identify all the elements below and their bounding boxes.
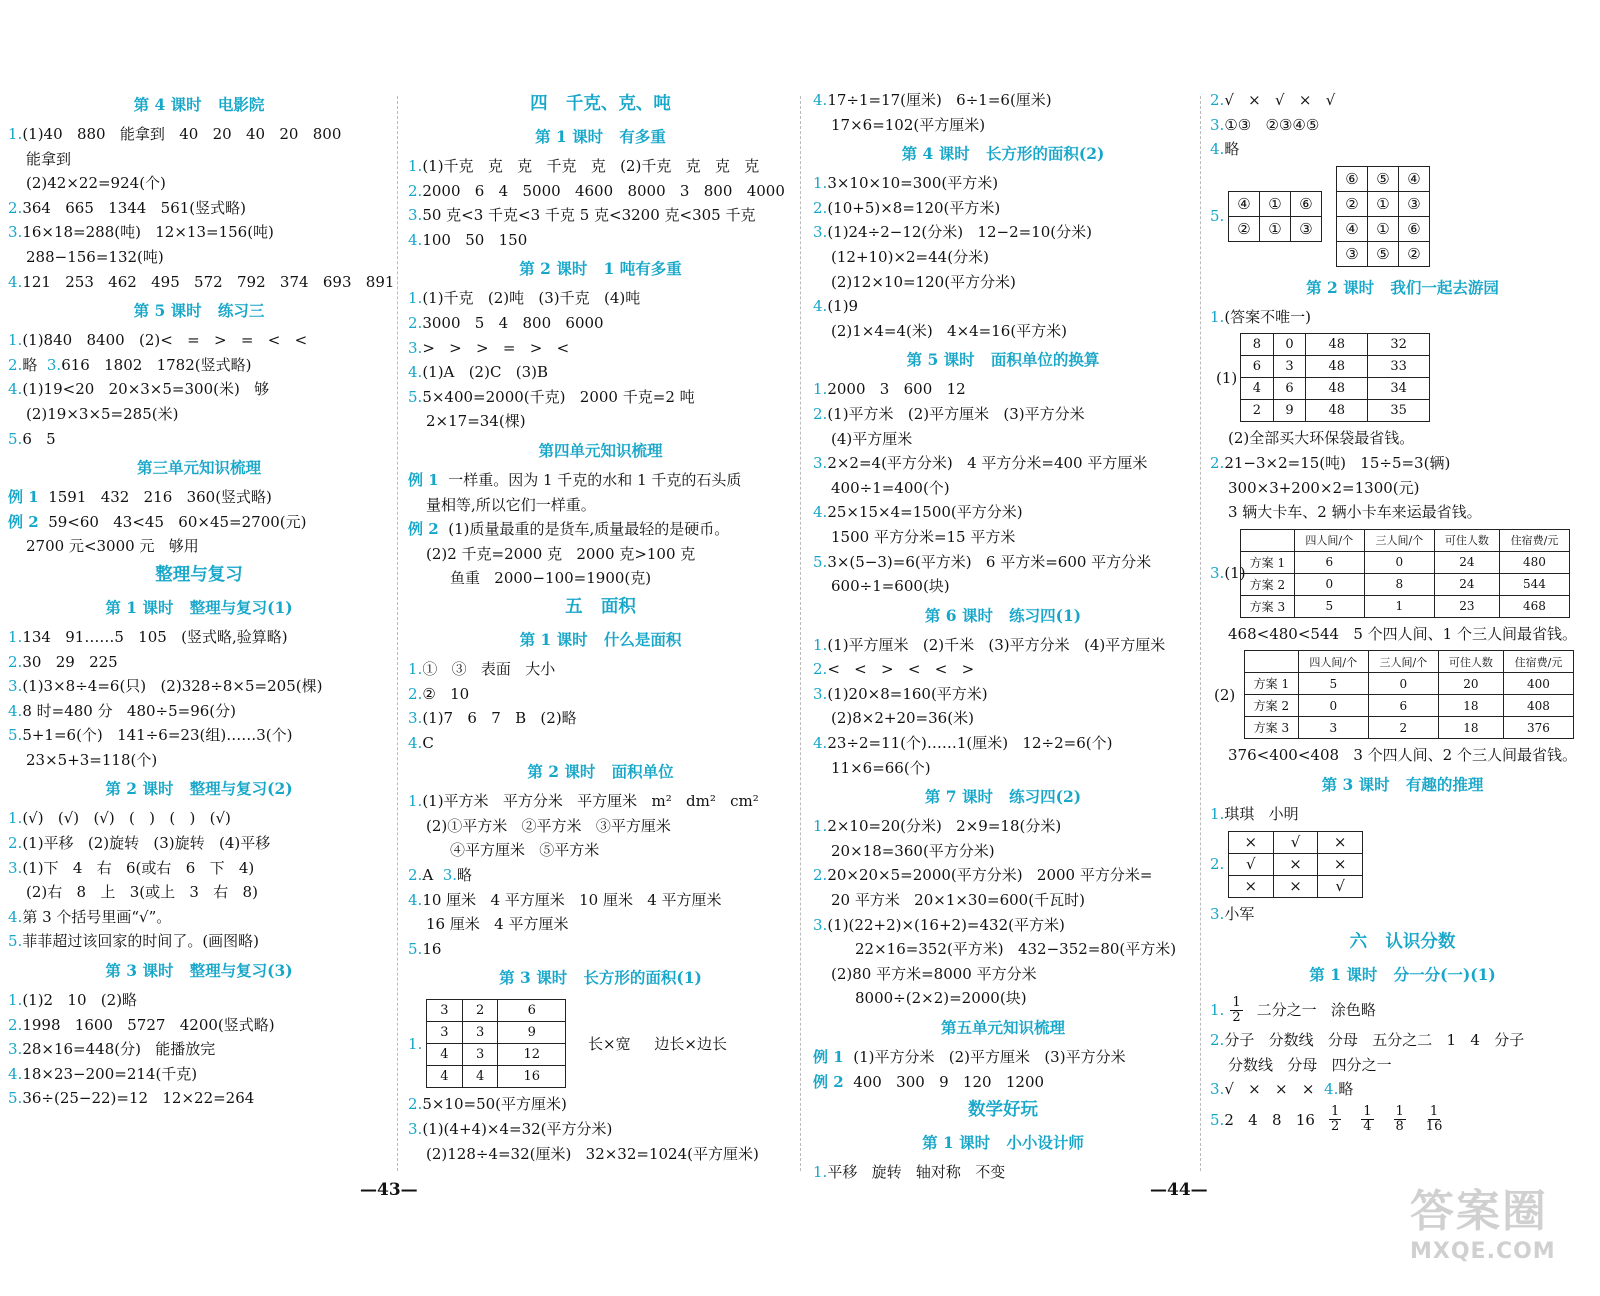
puzzle-cell: ①: [1260, 191, 1291, 216]
puzzle-cell: ⑤: [1368, 166, 1399, 191]
answer-line: 例 1 (1)平方分米 (2)平方厘米 (3)平方分米: [813, 1048, 1126, 1066]
answer-line: 22×16=352(平方米) 432−352=80(平方米): [855, 940, 1177, 959]
puzzle-cell: ④: [1337, 216, 1368, 241]
table-cell: 400: [1503, 673, 1573, 695]
lesson-heading: 第 1 课时 小小设计师: [922, 1133, 1084, 1153]
answer-line: 3.√ × × × 4.略: [1210, 1080, 1354, 1099]
table-cell: 住宿费/元: [1499, 529, 1569, 551]
table-cell: ×: [1318, 853, 1363, 875]
table-row: [1229, 191, 1322, 216]
lesson-heading: 第 5 课时 面积单位的换算: [906, 350, 1100, 370]
table-cell: 544: [1499, 573, 1569, 595]
answer-line: 1.2×10=20(分米) 2×9=18(分米): [813, 817, 1062, 836]
table-cell: 可住人数: [1438, 651, 1503, 673]
table-cell: 20: [1438, 673, 1503, 695]
table-row: [1245, 673, 1574, 695]
table-cell: √: [1273, 831, 1318, 853]
answer-line: 2.√ × √ × √: [1210, 91, 1336, 109]
answer-line: 1.(1)840 8400 (2)< = > = < <: [8, 331, 308, 350]
table-row: [427, 1066, 566, 1088]
table-cell: 2: [1241, 400, 1274, 422]
answer-line: 2.分子 分数线 分母 五分之二 1 4 分子: [1210, 1031, 1525, 1050]
puzzle-cell: ⑥: [1399, 216, 1430, 241]
table-row: [1245, 695, 1574, 717]
answer-grid-row: 2. × √ × √ × × × × √: [1210, 831, 1595, 898]
answer-line: 2.3000 5 4 800 6000: [408, 313, 604, 332]
answer-line: ④平方厘米 ⑤平方米: [450, 841, 600, 860]
lesson-heading: 第 2 课时 整理与复习(2): [105, 779, 293, 799]
lesson-heading: 第 6 课时 练习四(1): [924, 605, 1082, 625]
answer-grid-row: 3.(1) 四人间/个 三人间/个 可住人数 住宿费/元 方案 1 6 0 24 480 方案 2 0 8 24 544 方案 3 5 1 23 468: [1210, 529, 1595, 618]
answer-line: 600÷1=600(块): [831, 577, 950, 596]
answer-line: 1.(1)2 10 (2)略: [8, 991, 138, 1010]
watermark-logo: 答案圈 MXQE.COM: [1410, 1186, 1556, 1264]
answer-line: 4.(1)9: [813, 297, 859, 316]
answer-line: (2)42×22=924(个): [26, 174, 166, 193]
fraction: $\frac{1}{8}$: [1395, 1104, 1404, 1135]
answer-line: 4.(1)A (2)C (3)B: [408, 363, 548, 382]
puzzle-cell: ④: [1229, 191, 1260, 216]
answer-line: (4)平方厘米: [831, 429, 913, 448]
answer-line: 4.121 253 462 495 572 792 374 693 891: [8, 272, 395, 291]
table-cell: 18: [1438, 717, 1503, 739]
answer-line: 2.(1)平移 (2)旋转 (3)旋转 (4)平移: [8, 834, 271, 853]
puzzle-cell: ④: [1399, 166, 1430, 191]
answer-line: 分数线 分母 四分之一: [1228, 1055, 1392, 1074]
table-cell: 方案 1: [1245, 673, 1299, 695]
table-row: [1241, 378, 1430, 400]
table-cell: 48: [1306, 334, 1368, 356]
answer-line: 17×6=102(平方厘米): [831, 115, 986, 134]
answer-line: 3.16×18=288(吨) 12×13=156(吨): [8, 223, 274, 242]
puzzle-cell: ②: [1337, 191, 1368, 216]
lesson-heading: 第 1 课时 分一分(一)(1): [1309, 965, 1496, 985]
lesson-heading: 第 5 课时 练习三: [133, 301, 265, 321]
table-cell: 376: [1503, 717, 1573, 739]
answer-line: 例 2 59<60 43<45 60×45=2700(元): [8, 512, 307, 531]
table-cell: 0: [1273, 334, 1306, 356]
table-row: [1241, 529, 1570, 551]
table-cell: 6: [1273, 378, 1306, 400]
table-row: [1229, 853, 1363, 875]
table-cell: 3: [462, 1044, 498, 1066]
table-cell: 0: [1294, 573, 1364, 595]
answer-line: 1. $\frac{1}{2}$ 二分之一 涂色略: [1210, 994, 1376, 1025]
table-row: [1241, 334, 1430, 356]
table-cell: 0: [1368, 673, 1438, 695]
answer-line: 3 辆大卡车、2 辆小卡车来运最省钱。: [1228, 503, 1482, 522]
table-cell: 33: [1368, 356, 1430, 378]
table-cell: 2: [1368, 717, 1438, 739]
answer-line: 2.1998 1600 5727 4200(竖式略): [8, 1015, 275, 1034]
answer-line: 468<480<544 5 个四人间、1 个三人间最省钱。: [1228, 624, 1577, 643]
table-cell: 住宿费/元: [1503, 651, 1573, 673]
table-cell: 可住人数: [1434, 529, 1499, 551]
answer-line: 2.略 3.616 1802 1782(竖式略): [8, 355, 252, 374]
puzzle-cell: ③: [1291, 216, 1322, 241]
lesson-heading: 第 3 课时 长方形的面积(1): [499, 968, 702, 988]
answer-line: 5.3×(5−3)=6(平方米) 6 平方米=600 平方分米: [813, 552, 1152, 571]
puzzle-cell: ⑥: [1337, 166, 1368, 191]
answer-line: 2.(1)平方米 (2)平方厘米 (3)平方分米: [813, 404, 1085, 423]
table-cell: 9: [498, 1022, 566, 1044]
lesson-heading: 第 4 课时 长方形的面积(2): [901, 144, 1105, 164]
answer-line: 2.20×20×5=2000(平方分米) 2000 平方分米=: [813, 866, 1153, 885]
answer-line: 23×5+3=118(个): [26, 750, 158, 769]
table-cell: √: [1318, 875, 1363, 897]
answer-line: 8000÷(2×2)=2000(块): [855, 989, 1027, 1008]
lesson-heading: 第 2 课时 面积单位: [527, 762, 674, 782]
answer-line: 4.25×15×4=1500(平方分米): [813, 503, 1023, 522]
table-cell: 方案 1: [1241, 551, 1295, 573]
table-row: [427, 1044, 566, 1066]
answer-line: 1.(1)千克 克 克 千克 克 (2)千克 克 克 克: [408, 157, 760, 175]
table-cell: 23: [1434, 595, 1499, 617]
puzzle-cell: ①: [1368, 216, 1399, 241]
puzzle-grid-a: [1228, 191, 1322, 242]
table-cell: ×: [1273, 853, 1318, 875]
answer-line: 1.(1)平方厘米 (2)千米 (3)平方分米 (4)平方厘米: [813, 635, 1166, 654]
table-cell: 5: [1294, 595, 1364, 617]
table-row: [1241, 551, 1570, 573]
answer-line: 量相等,所以它们一样重。: [426, 495, 596, 514]
table-row: [1241, 573, 1570, 595]
answer-line: 5.菲菲超过该回家的时间了。(画图略): [8, 932, 260, 951]
answer-line: 2.364 665 1344 561(竖式略): [8, 198, 246, 217]
answer-line: 16 厘米 4 平方厘米: [426, 915, 569, 934]
column-divider: [800, 96, 801, 1171]
lesson-heading: 第 3 课时 有趣的推理: [1321, 774, 1484, 794]
answer-line: 2.5×10=50(平方厘米): [408, 1095, 567, 1114]
answer-line: 2.(10+5)×8=120(平方米): [813, 198, 1001, 217]
table-cell: 408: [1503, 695, 1573, 717]
table-cell: 4: [462, 1066, 498, 1088]
table-cell: 16: [498, 1066, 566, 1088]
section-heading: 第三单元知识梳理: [136, 458, 261, 478]
table-cell: 468: [1499, 595, 1569, 617]
table-cell: 35: [1368, 400, 1430, 422]
lodging-cost-table-1: [1240, 529, 1570, 618]
answer-line: 3.(1)24÷2−12(分米) 12−2=10(分米): [813, 223, 1092, 242]
puzzle-cell: ①: [1368, 191, 1399, 216]
table-row: [1229, 875, 1363, 897]
fraction: $\frac{1}{2}$: [1330, 1104, 1340, 1135]
table-cell: 32: [1368, 334, 1430, 356]
answer-line: (2)12×10=120(平方分米): [831, 272, 1016, 291]
lesson-heading: 第 4 课时 电影院: [133, 95, 265, 114]
table-cell: 6: [1368, 695, 1438, 717]
answer-line: 400÷1=400(个): [831, 478, 950, 497]
answer-line: 1.(1)平方米 平方分米 平方厘米 m² dm² cm²: [408, 792, 759, 811]
section-heading: 第五单元知识梳理: [940, 1018, 1065, 1037]
unit-heading: 六 认识分数: [1349, 932, 1456, 953]
answer-line: 3.> > > = > <: [408, 338, 570, 357]
table-row: [1337, 166, 1430, 191]
answer-line: 1.(√) (√) (√) ( ) ( ) (√): [8, 809, 231, 828]
table-row: [1241, 400, 1430, 422]
table-cell: 4: [427, 1044, 463, 1066]
answer-line: 1.① ③ 表面 大小: [408, 659, 556, 678]
page-number-left: —43—: [360, 1180, 418, 1200]
answer-line: 例 1 1591 432 216 360(竖式略): [8, 488, 272, 507]
table-cell: 24: [1434, 573, 1499, 595]
answer-line: 2.21−3×2=15(吨) 15÷5=3(辆): [1210, 453, 1451, 472]
answer-line: 4.17÷1=17(厘米) 6÷1=6(厘米): [813, 91, 1052, 109]
column-4: [1210, 88, 1595, 1138]
unit-heading: 数学好玩: [968, 1100, 1038, 1121]
table-cell: ×: [1229, 831, 1274, 853]
column-1: [8, 88, 395, 1111]
table-cell: 4: [427, 1066, 463, 1088]
table-cell: 方案 3: [1241, 595, 1295, 617]
table-cell: 48: [1306, 356, 1368, 378]
table-cell: 3: [462, 1022, 498, 1044]
table-cell: 8: [1364, 573, 1434, 595]
table-cell: [1245, 651, 1299, 673]
table-cell: 2: [462, 1000, 498, 1022]
answer-line: (2)8×2+20=36(米): [831, 709, 974, 728]
table-row: [1241, 356, 1430, 378]
answer-line: 4.C: [408, 733, 434, 752]
table-cell: [1241, 529, 1295, 551]
answer-line: 1.3×10×10=300(平方米): [813, 174, 999, 193]
table-cell: 3: [1298, 717, 1368, 739]
lodging-cost-table-2: [1244, 650, 1574, 739]
answer-line: (12+10)×2=44(分米): [831, 247, 989, 266]
table-cell: 18: [1438, 695, 1503, 717]
answer-line: 2.< < > < < >: [813, 660, 975, 679]
table-cell: 6: [1241, 356, 1274, 378]
table-cell: 3: [427, 1022, 463, 1044]
table-cell: 48: [1306, 378, 1368, 400]
fraction: $\frac{1}{2}$: [1232, 994, 1241, 1025]
table-cell: 34: [1368, 378, 1430, 400]
lesson-heading: 第 7 课时 练习四(2): [924, 787, 1082, 807]
table-cell: 四人间/个: [1294, 529, 1364, 551]
table-cell: 6: [498, 1000, 566, 1022]
answer-grid-row: (1) 8 0 48 32 6 3 48 33 4 6 48 34 2 9 48 35: [1210, 333, 1595, 422]
answer-line: (2)128÷4=32(厘米) 32×32=1024(平方厘米): [426, 1144, 759, 1163]
table-cell: 三人间/个: [1364, 529, 1434, 551]
answer-line: 288−156=132(吨): [26, 247, 164, 266]
answer-line: (2)右 8 上 3(或上 3 右 8): [26, 883, 258, 902]
answer-line: 3.(1)7 6 7 B (2)略: [408, 709, 577, 728]
answer-line: 1.平移 旋转 轴对称 不变: [813, 1163, 1006, 1182]
answer-line: 1.(1)40 880 能拿到 40 20 40 20 800: [8, 125, 342, 143]
column-2: [408, 88, 793, 1166]
answer-grid-row: (2) 四人间/个 三人间/个 可住人数 住宿费/元 方案 1 5 0 20 400 方案 2 0 6 18 408 方案 3 3 2 18 376: [1210, 650, 1595, 739]
answer-line: 20×18=360(平方分米): [831, 841, 995, 860]
puzzle-cell: ②: [1229, 216, 1260, 241]
table-cell: 四人间/个: [1298, 651, 1368, 673]
answer-line: 3.①③ ②③④⑤: [1210, 115, 1320, 134]
answer-grid-row: 5. ④ ① ⑥ ② ① ③ ⑥ ⑤ ④ ② ① ③ ④ ① ⑥ ③ ⑤ ②: [1210, 166, 1595, 267]
answer-grid-row: 1. 3 2 6 3 3 9 4 3 12 4 4 16 长×宽 边长×边长: [408, 999, 793, 1088]
answer-line: (2)全部买大环保袋最省钱。: [1228, 429, 1415, 448]
answer-line: 2.A 3.略: [408, 866, 473, 885]
answer-line: (2)80 平方米=8000 平方分米: [831, 964, 1037, 983]
answer-line: 5. 2 4 8 16 $\frac{1}{2}$ $\frac{1}{4}$ $\frac{1}{8}$ $\frac{1}{16}$: [1210, 1104, 1443, 1135]
table-cell: 三人间/个: [1368, 651, 1438, 673]
puzzle-cell: ③: [1337, 241, 1368, 266]
answer-line: 3.小军: [1210, 904, 1255, 923]
lesson-heading: 第 3 课时 整理与复习(3): [105, 961, 293, 981]
answer-line: (2)19×3×5=285(米): [26, 404, 179, 423]
table-cell: 8: [1241, 334, 1274, 356]
answer-line: (2)1×4=4(米) 4×4=16(平方米): [831, 321, 1068, 340]
answer-line: 2.2000 6 4 5000 4600 8000 3 800 4000: [408, 181, 785, 200]
answer-line: 3.(1)3×8÷4=6(只) (2)328÷8×5=205(棵): [8, 677, 323, 696]
puzzle-cell: ⑥: [1291, 191, 1322, 216]
answer-line: 4.18×23−200=214(千克): [8, 1064, 198, 1083]
rectangle-area-table: [426, 999, 566, 1088]
answer-line: 4.100 50 150: [408, 230, 528, 249]
table-row: [1245, 717, 1574, 739]
answer-line: 2700 元<3000 元 够用: [26, 537, 199, 556]
table-row: [1337, 216, 1430, 241]
answer-line: 4.第 3 个括号里画“√”。: [8, 907, 172, 926]
puzzle-grid-b: [1336, 166, 1430, 267]
answer-line: 3.(1)20×8=160(平方米): [813, 684, 988, 703]
answer-line: 2.② 10: [408, 684, 470, 703]
table-cell: 5: [1298, 673, 1368, 695]
table-row: [1229, 831, 1363, 853]
answer-line: 例 1 一样重。因为 1 千克的水和 1 千克的石头质: [408, 470, 742, 489]
table-cell: 24: [1434, 551, 1499, 573]
fraction: $\frac{1}{16}$: [1425, 1104, 1443, 1135]
answer-line: 1.134 91……5 105 (竖式略,验算略): [8, 627, 288, 646]
lesson-heading: 第 1 课时 什么是面积: [519, 629, 682, 649]
answer-line: 1.(答案不唯一): [1210, 307, 1312, 326]
answer-line: 20 平方米 20×1×30=600(千瓦时): [831, 891, 1085, 910]
table-row: [1229, 216, 1322, 241]
answer-line: 376<400<408 3 个四人间、2 个三人间最省钱。: [1228, 746, 1577, 765]
answer-line: 2×17=34(棵): [426, 412, 526, 431]
table-cell: 方案 2: [1241, 573, 1295, 595]
answer-line: 5.5+1=6(个) 141÷6=23(组)……3(个): [8, 726, 293, 745]
table-row: [1337, 191, 1430, 216]
answer-line: 3.2×2=4(平方分米) 4 平方分米=400 平方厘米: [813, 454, 1148, 473]
table-cell: ×: [1318, 831, 1363, 853]
unit-heading: 五 面积: [565, 596, 636, 617]
table-cell: 4: [1241, 378, 1274, 400]
lesson-heading: 第 1 课时 有多重: [535, 127, 666, 146]
answer-line: 3.(1)(4+4)×4=32(平方分米): [408, 1120, 613, 1139]
table-cell: 48: [1306, 400, 1368, 422]
answer-line: 3.(1)(22+2)×(16+2)=432(平方米): [813, 915, 1065, 934]
table-cell: 0: [1364, 551, 1434, 573]
answer-line: 4.8 时=480 分 480÷5=96(分): [8, 701, 236, 720]
answer-line: 4.略: [1210, 140, 1240, 159]
shopping-table: [1240, 333, 1430, 422]
table-cell: ×: [1273, 875, 1318, 897]
answer-line: 5.6 5: [8, 429, 56, 448]
answer-line: 鱼重 2000−100=1900(克): [450, 569, 652, 588]
page-number-right: —44—: [1150, 1180, 1208, 1200]
answer-line: 1.琪琪 小明: [1210, 804, 1299, 823]
lesson-heading: 第 2 课时 我们一起去游园: [1306, 277, 1499, 297]
answer-line: 3.28×16=448(分) 能播放完: [8, 1040, 216, 1059]
section-heading: 第四单元知识梳理: [538, 440, 663, 460]
table-row: [427, 1022, 566, 1044]
table-cell: 3: [427, 1000, 463, 1022]
answer-line: 3.(1)下 4 右 6(或右 6 下 4): [8, 858, 255, 877]
table-row: [427, 1000, 566, 1022]
table-row: [1241, 595, 1570, 617]
reasoning-table: [1228, 831, 1363, 898]
answer-line: 能拿到: [26, 149, 72, 168]
answer-line: 5.5×400=2000(千克) 2000 千克=2 吨: [408, 387, 695, 406]
answer-line: 4.(1)19<20 20×3×5=300(米) 够: [8, 380, 270, 399]
lesson-heading: 第 2 课时 1 吨有多重: [519, 259, 682, 279]
lesson-heading: 第 1 课时 整理与复习(1): [105, 597, 293, 617]
answer-line: 3.50 克<3 千克<3 千克 5 克<3200 克<305 千克: [408, 206, 756, 225]
answer-line: 1.(1)千克 (2)吨 (3)千克 (4)吨: [408, 289, 641, 308]
answer-line: 1500 平方分米=15 平方米: [831, 527, 1016, 546]
fraction: $\frac{1}{4}$: [1363, 1104, 1372, 1135]
answer-line: 300×3+200×2=1300(元): [1228, 478, 1420, 497]
table-cell: 方案 2: [1245, 695, 1299, 717]
answer-line: 5.36÷(25−22)=12 12×22=264: [8, 1089, 255, 1108]
table-cell: 9: [1273, 400, 1306, 422]
answer-text: 长×宽 边长×边长: [588, 1034, 727, 1053]
unit-heading: 四 千克、克、吨: [530, 94, 671, 114]
unit-heading: 整理与复习: [155, 564, 243, 585]
answer-line: (2)①平方米 ②平方米 ③平方厘米: [426, 816, 671, 835]
answer-line: 2.30 29 225: [8, 652, 118, 671]
table-cell: 方案 3: [1245, 717, 1299, 739]
answer-line: 4.23÷2=11(个)……1(厘米) 12÷2=6(个): [813, 734, 1113, 753]
answer-line: (2)2 千克=2000 克 2000 克>100 克: [426, 544, 696, 563]
puzzle-cell: ②: [1399, 241, 1430, 266]
table-cell: 3: [1273, 356, 1306, 378]
answer-line: 例 2 (1)质量最重的是货车,质量最轻的是硬币。: [408, 520, 730, 539]
table-cell: 0: [1298, 695, 1368, 717]
column-divider: [397, 96, 398, 1171]
puzzle-cell: ⑤: [1368, 241, 1399, 266]
answer-line: 4.10 厘米 4 平方厘米 10 厘米 4 平方厘米: [408, 890, 722, 909]
table-cell: 12: [498, 1044, 566, 1066]
answer-line: 例 2 400 300 9 120 1200: [813, 1072, 1045, 1091]
table-cell: ×: [1229, 875, 1274, 897]
table-cell: √: [1229, 853, 1274, 875]
answer-line: 1.2000 3 600 12: [813, 380, 966, 399]
table-cell: 6: [1294, 551, 1364, 573]
table-cell: 1: [1364, 595, 1434, 617]
puzzle-cell: ③: [1399, 191, 1430, 216]
table-row: [1245, 651, 1574, 673]
table-row: [1337, 241, 1430, 266]
column-3: [813, 88, 1193, 1185]
answer-line: 11×6=66(个): [831, 758, 931, 777]
answer-line: 5.16: [408, 939, 442, 958]
column-divider: [1200, 96, 1201, 1171]
puzzle-cell: ①: [1260, 216, 1291, 241]
table-cell: 480: [1499, 551, 1569, 573]
